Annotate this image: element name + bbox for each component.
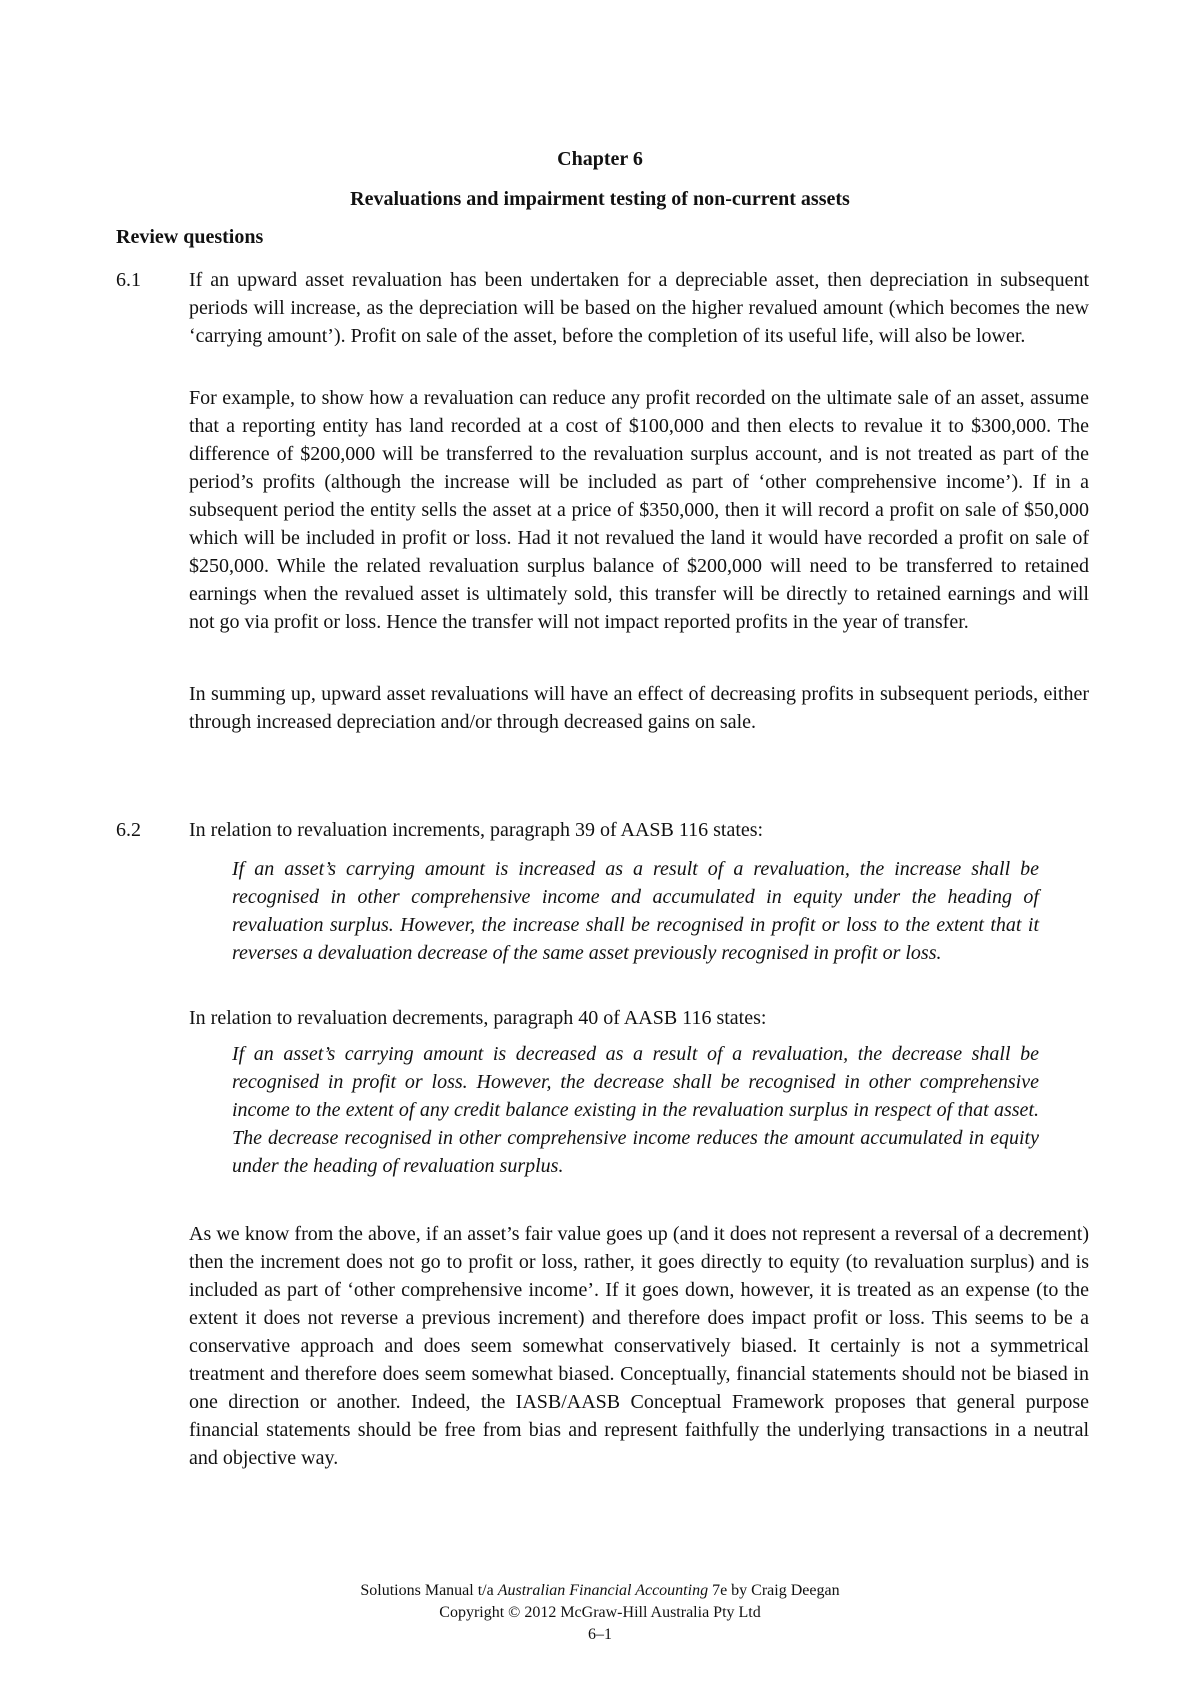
footer-copyright: Copyright © 2012 McGraw-Hill Australia Pty Ltd — [439, 1604, 761, 1621]
q1-paragraph-1: If an upward asset revaluation has been undertaken for a depreciable asset, then depreciation in subsequent periods will increase, as the depreciation will be based on the higher revalued amount (which becomes the new ‘carrying amount’). Profit on sale of the asset, before the completion of its useful life, will also be lower. — [189, 269, 1089, 347]
page-number: 6–1 — [588, 1626, 612, 1643]
chapter-title: Revaluations and impairment testing of non-current assets — [350, 188, 850, 210]
quote-paragraph-40: If an asset’s carrying amount is decreased as a result of a revaluation, the decrease shall be recognised in profit or loss. However, the decrease shall be recognised in other comprehensive income to the extent of any credit balance existing in the revaluation surplus in respect of that asset. The decrease recognised in other comprehensive income reduces the amount accumulated in equity under the heading of revaluation surplus. — [232, 1043, 1039, 1177]
question-number-6-2: 6.2 — [116, 819, 141, 841]
footer-suffix: 7e by Craig Deegan — [708, 1582, 840, 1599]
q1-paragraph-3: In summing up, upward asset revaluations will have an effect of decreasing profits in subsequent periods, either through increased depreciation and/or through decreased gains on sale. — [189, 683, 1089, 733]
page-footer — [0, 1580, 1200, 1646]
question-number-6-1: 6.1 — [116, 269, 141, 291]
q1-paragraph-2: For example, to show how a revaluation can reduce any profit recorded on the ultimate sale of an asset, assume that a reporting entity has land recorded at a cost of $100,000 and then elects to revalue it to $300,000. The difference of $200,000 will be transferred to the revaluation surplus account, and is not treated as part of the period’s profits (although the increase will be included as part of ‘other comprehensive income’). If in a subsequent period the entity sells the asset at a price of $350,000, then it will record a profit on sale of $50,000 which will be included in profit or loss. Had it not revalued the land it would have recorded a profit on sale of $250,000. While the related revaluation surplus balance of $200,000 will need to be transferred to retained earnings when the revalued asset is ultimately sold, this transfer will be directly to retained earnings and will not go via profit or loss. Hence the transfer will not impact reported profits in the year of transfer. — [189, 387, 1089, 633]
section-heading: Review questions — [116, 226, 264, 248]
footer-citation — [0, 1580, 1200, 1602]
chapter-number: Chapter 6 — [557, 148, 643, 170]
footer-prefix: Solutions Manual t/a — [360, 1582, 498, 1599]
footer-book-title: Australian Financial Accounting — [497, 1582, 709, 1599]
q2-intro-increments: In relation to revaluation increments, paragraph 39 of AASB 116 states: — [189, 819, 764, 841]
q2-discussion-paragraph: As we know from the above, if an asset’s fair value goes up (and it does not represent a reversal of a decrement) then the increment does not go to profit or loss, rather, it goes directly to equity (to revaluation surplus) and is included as part of ‘other comprehensive income’. If it goes down, however, it is treated as an expense (to the extent it does not reverse a previous increment) and therefore does impact profit or loss. This seems to be a conservative approach and does seem somewhat conservatively biased. It certainly is not a symmetrical treatment and therefore does seem somewhat biased. Conceptually, financial statements should not be biased in one direction or another. Indeed, the IASB/AASB Conceptual Framework proposes that general purpose financial statements should be free from bias and represent faithfully the underlying transactions in a neutral and objective way. — [189, 1223, 1089, 1469]
quote-paragraph-39: If an asset’s carrying amount is increased as a result of a revaluation, the increase shall be recognised in other comprehensive income and accumulated in equity under the heading of revaluation surplus. However, the increase shall be recognised in profit or loss to the extent that it reverses a devaluation decrease of the same asset previously recognised in profit or loss. — [232, 858, 1039, 964]
q2-intro-decrements: In relation to revaluation decrements, paragraph 40 of AASB 116 states: — [189, 1007, 767, 1029]
